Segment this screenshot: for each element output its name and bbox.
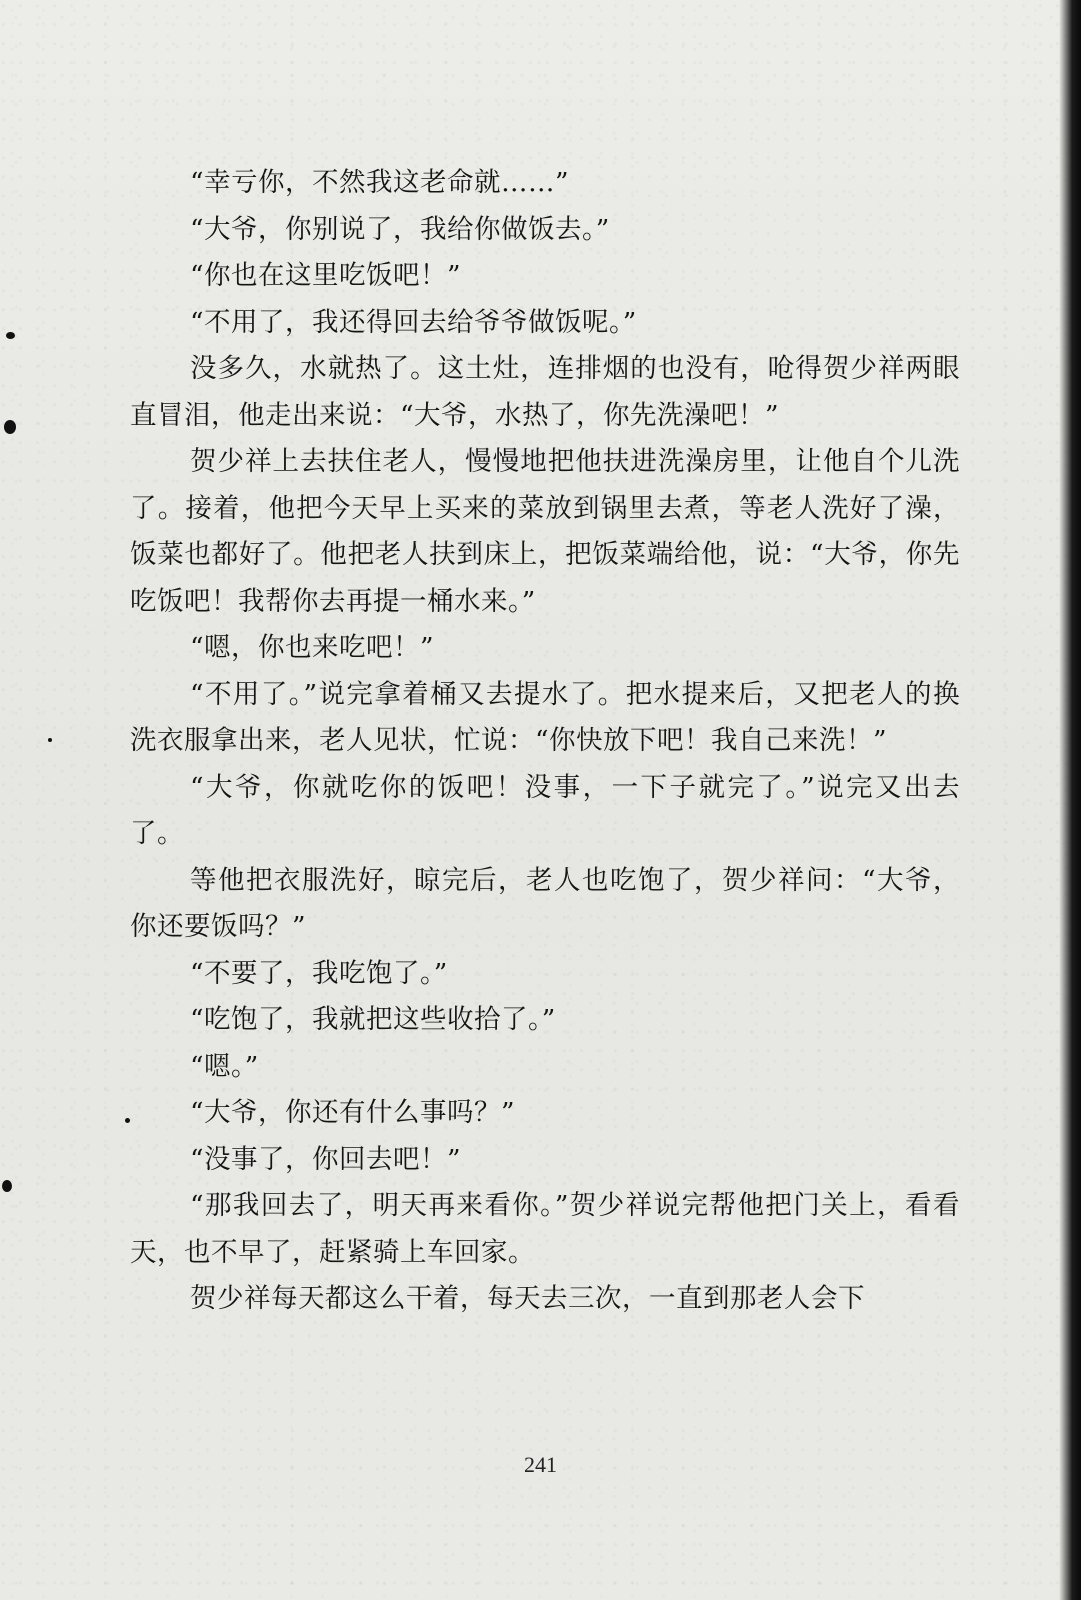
scan-speck — [2, 1180, 12, 1192]
scan-speck — [48, 738, 52, 742]
paragraph: “嗯。” — [190, 1050, 259, 1082]
paragraph: “大爷，你还有什么事吗？” — [190, 1097, 516, 1128]
paragraph: “没事了，你回去吧！” — [190, 1143, 462, 1175]
paragraph: 贺少祥上去扶住老人，慢慢地把他扶进洗澡房里，让他自个儿洗了。接着，他把今天早上买来的菜放到锅里去煮，等老人洗好了澡，饭菜也都好了。他把老人扶到床上，把饭菜端给他，说：“大爷，你先吃饭吧！我帮你去再提一桶水来。” — [130, 446, 960, 617]
paragraph: 没多久，水就热了。这土灶，连排烟的也没有，呛得贺少祥两眼直冒泪，他走出来说：“大爷，水热了，你先洗澡吧！” — [130, 353, 960, 431]
page-binding-shadow — [1059, 0, 1081, 1600]
body-text — [130, 160, 960, 1323]
paragraph: “不用了，我还得回去给爷爷做饭呢。” — [190, 306, 637, 338]
scan-speck — [6, 332, 15, 339]
paragraph: “吃饱了，我就把这些收拾了。” — [190, 1004, 556, 1035]
paragraph: “那我回去了，明天再来看你。”贺少祥说完帮他把门关上，看看天，也不早了，赶紧骑上车回家。 — [130, 1190, 960, 1268]
paragraph: “不用了。”说完拿着桶又去提水了。把水提来后，又把老人的换洗衣服拿出来，老人见状，忙说：“你快放下吧！我自己来洗！” — [130, 678, 960, 756]
paragraph: “嗯，你也来吃吧！” — [190, 632, 435, 663]
page-number: 241 — [524, 1452, 557, 1477]
paragraph: 贺少祥每天都这么干着，每天去三次，一直到那老人会下 — [190, 1283, 865, 1314]
paragraph: “大爷，你别说了，我给你做饭去。” — [190, 213, 610, 245]
paragraph: “大爷，你就吃你的饭吧！没事，一下子就完了。”说完又出去了。 — [130, 771, 960, 849]
paragraph: “幸亏你，不然我这老命就……” — [190, 167, 570, 198]
scan-speck — [4, 420, 16, 434]
paragraph: “你也在这里吃饭吧！” — [190, 260, 462, 291]
paragraph: “不要了，我吃饱了。” — [190, 957, 448, 989]
paragraph: 等他把衣服洗好，晾完后，老人也吃饱了，贺少祥问：“大爷，你还要饭吗？” — [130, 864, 960, 942]
